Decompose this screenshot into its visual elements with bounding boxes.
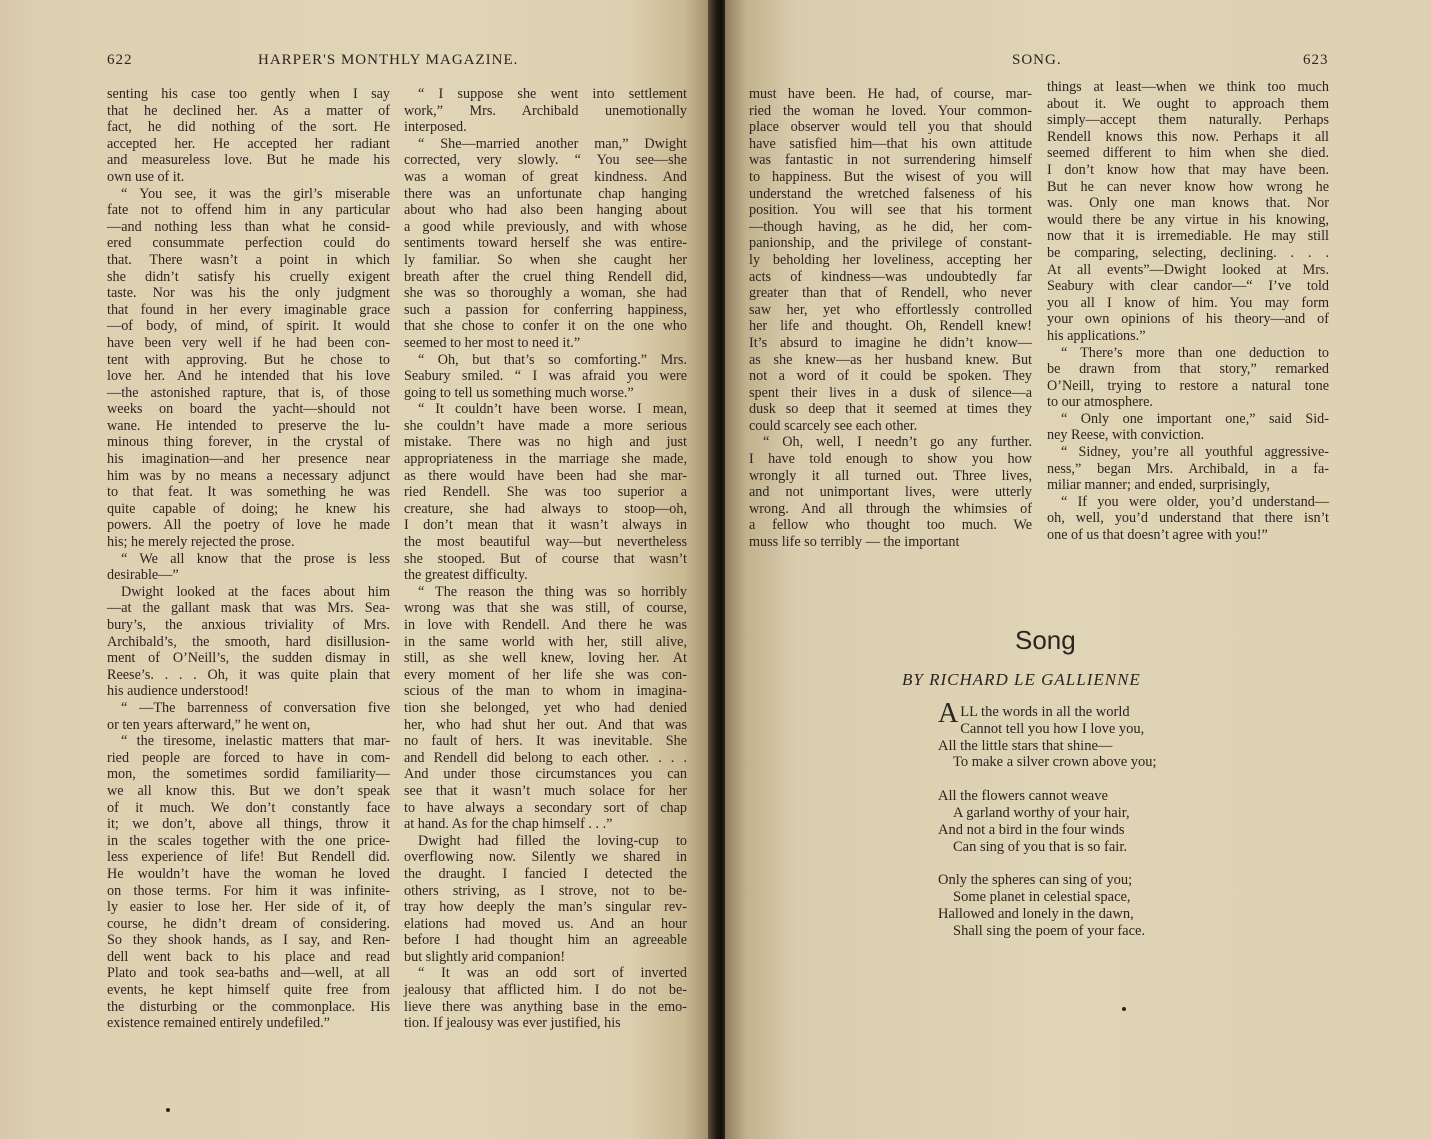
text-line: would there be any virtue in his knowing,	[1047, 211, 1329, 228]
text-line: “ I suppose she went into settlement	[418, 86, 687, 102]
text-line: saw her, yet who effortlessly controlled	[749, 301, 1032, 318]
text-line: O’Neill, trying to restore a natural tone	[1047, 377, 1329, 394]
text-line: ly beholding her loveliness, accepting her	[749, 251, 1032, 268]
text-line: “ If you were older, you’d understand—	[1061, 493, 1329, 510]
text-line: and measureless love. But he made his	[107, 152, 390, 169]
text-line: that he declined her. As a matter of	[107, 102, 390, 119]
text-line: ness,” began Mrs. Archibald, in a fa-	[1047, 460, 1329, 477]
text-line: miliar manner; and ended, surprisingly,	[1047, 477, 1270, 494]
poem-byline: BY RICHARD LE GALLIENNE	[902, 670, 1141, 689]
text-line: was fantastic in not surrendering himself	[749, 152, 1032, 169]
poem-line: LL the words in all the world	[960, 704, 1130, 720]
text-line: was. Only one man knows that. Nor	[1047, 195, 1329, 212]
text-line: have been very well if he had been con-	[107, 334, 390, 351]
text-line: not a word of it could be spoken. They	[749, 368, 1032, 385]
text-line: less experience of life! But Rendell did.	[107, 849, 390, 866]
poem-line: All the flowers cannot weave	[938, 788, 1108, 805]
text-line: It’s absurd to imagine he didn’t know—	[749, 334, 1032, 351]
text-line: must have been. He had, of course, mar-	[749, 86, 1032, 102]
text-line: Dwight had filled the loving-cup to	[418, 832, 687, 849]
text-line: and Rendell did belong to each other. . . .	[404, 749, 687, 766]
text-line: she didn’t satisfy his cruelly exigent	[107, 268, 390, 285]
text-line: that she chose to confer it on the one who	[404, 318, 687, 335]
text-line: every moment of her life she was con-	[404, 666, 687, 683]
text-line: “ We all know that the prose is less	[121, 550, 390, 567]
text-column-left-1	[107, 86, 390, 1032]
text-line: quite capable of doing; he knew his	[107, 500, 390, 517]
text-line: there was an unfortunate chap hanging	[404, 185, 687, 202]
text-line: be drawn from that story,” remarked	[1047, 361, 1329, 378]
text-line: lieve there was anything base in the emo-	[404, 998, 687, 1015]
text-line: simply—accept them naturally. Perhaps	[1047, 112, 1329, 129]
text-line: a fellow who thought too much. We	[749, 517, 1032, 534]
text-line: existence remained entirely undefiled.”	[107, 1015, 330, 1032]
text-column-left-2	[404, 86, 687, 1032]
text-line: about it. We ought to approach them	[1047, 95, 1329, 112]
text-line: greater than that of Rendell, who never	[749, 285, 1032, 302]
drop-cap: A	[938, 698, 959, 729]
text-line: acts of kindness—was undoubtedly far	[749, 268, 1032, 285]
text-line: about who had also been hanging about	[404, 202, 687, 219]
poem-line: And not a bird in the four winds	[938, 821, 1125, 838]
text-line: appropriateness in the marriage she made,	[404, 451, 687, 468]
poem-line: Hallowed and lonely in the dawn,	[938, 905, 1134, 922]
text-line: the greatest difficulty.	[404, 567, 528, 584]
text-line: “ —The barrenness of conversation five	[121, 699, 390, 716]
poem-title: Song	[1015, 625, 1076, 655]
text-line: she was so thoroughly a woman, she had	[404, 285, 687, 302]
text-line: that found in her every imaginable grace	[107, 301, 390, 318]
text-line: events, he kept himself quite free from	[107, 982, 390, 999]
text-line: mon, the sometimes sordid familiarity—	[107, 766, 390, 783]
speck	[166, 1108, 170, 1112]
text-line: —the astonished rapture, that is, of those	[107, 384, 390, 401]
poem-line: To make a silver crown above you;	[953, 754, 1157, 771]
text-line: weeks on board the yacht—should not	[107, 401, 390, 418]
text-line: I don’t know how that may have been.	[1047, 161, 1329, 178]
text-line: to happiness. But the wisest of you will	[749, 168, 1032, 185]
text-line: you all I know of him. You may form	[1047, 294, 1329, 311]
text-line: He wouldn’t have the woman he loved	[107, 865, 390, 882]
poem-line: Shall sing the poem of your face.	[953, 922, 1146, 939]
text-line: be comparing, selecting, declining. . . .	[1047, 244, 1329, 261]
text-line: place observer would tell you that should	[749, 119, 1032, 136]
text-line: tion she belonged, yet who had denied	[404, 699, 687, 716]
text-line: But he can never know how wrong he	[1047, 178, 1329, 195]
text-line: Reese’s. . . . Oh, it was quite plain that	[107, 666, 390, 683]
text-line: —at the gallant mask that was Mrs. Sea-	[107, 600, 390, 617]
text-line: own use of it.	[107, 168, 185, 185]
text-line: breath after the cruel thing Rendell did,	[404, 268, 687, 285]
text-line: the draught. I fancied I detected the	[404, 865, 687, 882]
text-line: of it much. We don’t constantly face	[107, 799, 390, 816]
text-line: but slightly arid companion!	[404, 948, 566, 965]
text-line: as there would have been had she mar-	[404, 467, 687, 484]
text-line: wrongly it all turned out. Three lives,	[749, 467, 1032, 484]
text-line: was a woman of great kindness. And	[404, 168, 687, 185]
right-page	[725, 0, 1431, 1139]
text-line: mistake. There was no high and just	[404, 434, 687, 451]
page-number: 623	[1303, 52, 1329, 68]
page-number: 622	[107, 52, 133, 68]
text-line: Archibald’s, the smooth, hard disillusion-	[107, 633, 390, 650]
text-line: position. You will see that his torment	[749, 202, 1032, 219]
text-line: taste. Nor was his the only judgment	[107, 285, 390, 302]
text-line: her, who had shut her out. And that was	[404, 716, 687, 733]
text-line: a good while previously, and with whose	[404, 218, 687, 235]
text-line: or ten years afterward,” he went on,	[107, 716, 311, 733]
text-line: understand the wretched falseness of his	[749, 185, 1032, 202]
text-column-right-1	[749, 86, 1032, 551]
text-line: powers. All the poetry of love he made	[107, 517, 390, 534]
text-line: others striving, as I strove, not to be-	[404, 882, 687, 899]
text-line: overflowing now. Silently we shared in	[404, 849, 687, 866]
text-line: Rendell knows this now. Perhaps it all	[1047, 128, 1329, 145]
text-line: “ She—married another man,” Dwight	[418, 135, 687, 152]
text-line: Dwight looked at the faces about him	[121, 583, 390, 600]
text-line: she couldn’t have made a more serious	[404, 417, 687, 434]
text-line: things at least—when we think too much	[1047, 79, 1329, 95]
text-line: one of us that doesn’t agree with you!”	[1047, 527, 1268, 544]
text-line: wrong was that she was still, of course,	[404, 600, 687, 617]
text-line: to that feat. It was something he was	[107, 484, 390, 501]
text-line: such a passion for conferring happiness,	[404, 301, 687, 318]
text-line: his applications.”	[1047, 327, 1146, 344]
text-line: “ the tiresome, inelastic matters that mar-	[121, 733, 390, 750]
text-line: course, he didn’t dream of considering.	[107, 915, 390, 932]
running-head: SONG.	[1012, 52, 1062, 68]
text-line: fact, he did nothing of the sort. He	[107, 119, 390, 136]
text-line: accepted her. He accepted her radiant	[107, 135, 390, 152]
text-line: dusk so deep that it seemed at times they	[749, 401, 1032, 418]
text-line: her life and thought. Oh, Rendell knew!	[749, 318, 1032, 335]
text-line: seemed different to him when she died.	[1047, 145, 1329, 162]
text-line: ried Rendell. She was too superior a	[404, 484, 687, 501]
text-line: fate not to offend him in any particular	[107, 202, 390, 219]
text-line: on those terms. For him it was infinite-	[107, 882, 390, 899]
text-line: ment of O’Neill’s, the sudden dismay in	[107, 650, 390, 667]
poem-line: All the little stars that shine—	[938, 737, 1113, 754]
text-line: at hand. As for the chap himself . . .”	[404, 816, 613, 833]
text-line: as she knew—as her husband knew. But	[749, 351, 1032, 368]
text-line: “ You see, it was the girl’s miserable	[121, 185, 390, 202]
text-line: muss life so terribly — the important	[749, 534, 960, 551]
poem-line: A garland worthy of your hair,	[953, 804, 1130, 821]
text-line: panionship, and the privilege of constant-	[749, 235, 1032, 252]
text-line: see that it wasn’t much solace for her	[404, 782, 687, 799]
text-line: in the same world with her, still alive,	[404, 633, 687, 650]
text-line: ried the woman he loved. Your common-	[749, 102, 1032, 119]
text-line: his; he merely rejected the prose.	[107, 534, 295, 551]
poem-line: Some planet in celestial space,	[953, 889, 1131, 906]
poem-stanza	[938, 788, 1157, 855]
text-line: ly easier to lose her. Her side of it, of	[107, 899, 390, 916]
text-line: “ Oh, well, I needn’t go any further.	[763, 434, 1032, 451]
text-line: him was by no means a necessary adjunct	[107, 467, 390, 484]
text-line: sentiments toward herself she was entire-	[404, 235, 687, 252]
text-line: wrong. And all through the whimsies of	[749, 500, 1032, 517]
text-line: At all events”—Dwight looked at Mrs.	[1047, 261, 1329, 278]
text-line: So they shook hands, as I say, and Ren-	[107, 932, 390, 949]
text-line: tion. If jealousy was ever justified, his	[404, 1015, 621, 1032]
running-head: HARPER'S MONTHLY MAGAZINE.	[258, 52, 519, 68]
text-line: and not unimportant lives, were utterly	[749, 484, 1032, 501]
text-line: I don’t mean that it wasn’t always in	[404, 517, 687, 534]
poem-line: Only the spheres can sing of you;	[938, 872, 1133, 889]
text-line: going to tell us something much worse.”	[404, 384, 634, 401]
text-line: it; we don’t, above all things, throw it	[107, 816, 390, 833]
text-line: spent their lives in a dusk of silence—a	[749, 384, 1032, 401]
text-line: “ It couldn’t have been worse. I mean,	[418, 401, 687, 418]
text-line: still, as she well knew, loving her. At	[404, 650, 687, 667]
text-line: I have told enough to show you how	[749, 451, 1032, 468]
text-line: have satisfied him—that his own attitude	[749, 135, 1032, 152]
poem-line: Cannot tell you how I love you,	[960, 720, 1145, 737]
text-line: interposed.	[404, 119, 467, 136]
text-line: ered consummate perfection could do	[107, 235, 390, 252]
text-line: the most beautiful way—but nevertheless	[404, 534, 687, 551]
text-line: creature, she had always to stoop—oh,	[404, 500, 687, 517]
text-line: —though having, as he did, her com-	[749, 218, 1032, 235]
text-column-right-2	[1047, 79, 1329, 544]
text-line: love her. And he intended that his love	[107, 368, 390, 385]
ornament-dot	[1122, 1007, 1126, 1011]
text-line: seemed to her most to need it.”	[404, 334, 581, 351]
poem-line: Can sing of you that is so fair.	[953, 838, 1127, 855]
text-line: “ Oh, but that’s so comforting.” Mrs.	[418, 351, 687, 368]
text-line: his audience understood!	[107, 683, 249, 700]
text-line: jealousy that afflicted him. I do not be-	[404, 982, 687, 999]
text-line: tray how deeply the man’s singular rev-	[404, 899, 687, 916]
text-line: bury’s, the anxious triviality of Mrs.	[107, 617, 390, 633]
poem	[938, 698, 1157, 957]
text-line: his imagination—and her presence near	[107, 451, 390, 468]
text-line: “ There’s more than one deduction to	[1061, 344, 1329, 361]
text-line: to have always a secondary sort of chap	[404, 799, 687, 816]
text-line: no fault of hers. It was inevitable. She	[404, 733, 687, 750]
text-line: she stooped. But of course that wasn’t	[404, 550, 687, 567]
text-line: in the scales together with the one price-	[107, 832, 390, 849]
text-line: Seabury smiled. “ I was afraid you were	[404, 368, 687, 385]
text-line: work,” Mrs. Archibald unemotionally	[404, 102, 687, 119]
text-line: oh, well, you’d understand that there isn’t	[1047, 510, 1329, 527]
text-line: dell went back to his place and read	[107, 948, 390, 965]
text-line: before I had thought him an agreeable	[404, 932, 687, 949]
text-line: —and nothing less than what he consid-	[107, 218, 390, 235]
text-line: scious of the man to whom in imagina-	[404, 683, 687, 700]
text-line: your own opinions of his theory—and of	[1047, 311, 1329, 328]
text-line: —of body, of mind, of spirit. It would	[107, 318, 390, 335]
text-line: wane. He intended to preserve the lu-	[107, 417, 390, 434]
text-line: And under those circumstances you can	[404, 766, 687, 783]
text-line: to our atmosphere.	[1047, 394, 1153, 411]
text-line: ried people are forced to have in com-	[107, 749, 390, 766]
text-line: desirable—”	[107, 567, 179, 584]
text-line: “ Sidney, you’re all youthful aggressive-	[1061, 444, 1329, 461]
text-line: corrected, very slowly. “ You see—she	[404, 152, 687, 169]
text-line: minous thing forever, in the crystal of	[107, 434, 390, 451]
text-line: senting his case too gently when I say	[107, 86, 390, 102]
poem-stanza	[938, 698, 1157, 771]
text-line: elations had moved us. And an hour	[404, 915, 687, 932]
text-line: could scarcely see each other.	[749, 417, 918, 434]
text-line: Plato and took sea-baths and—well, at all	[107, 965, 390, 982]
text-line: the disturbing or the commonplace. His	[107, 998, 390, 1015]
text-line: “ It was an odd sort of inverted	[418, 965, 687, 982]
left-page	[0, 0, 713, 1139]
text-line: that. There wasn’t a point in which	[107, 251, 390, 268]
text-line: in love with Rendell. And there he was	[404, 617, 687, 633]
text-line: Seabury with clear candor—“ I’ve told	[1047, 278, 1329, 295]
text-line: ly familiar. So when she caught her	[404, 251, 687, 268]
text-line: “ The reason the thing was so horribly	[418, 583, 687, 600]
text-line: tent with approving. But he chose to	[107, 351, 390, 368]
text-line: “ Only one important one,” said Sid-	[1061, 410, 1329, 427]
poem-stanza	[938, 872, 1157, 939]
text-line: ney Reese, with conviction.	[1047, 427, 1205, 444]
text-line: now that it is irremediable. He may still	[1047, 228, 1329, 245]
text-line: we all know this. But we don’t speak	[107, 782, 390, 799]
